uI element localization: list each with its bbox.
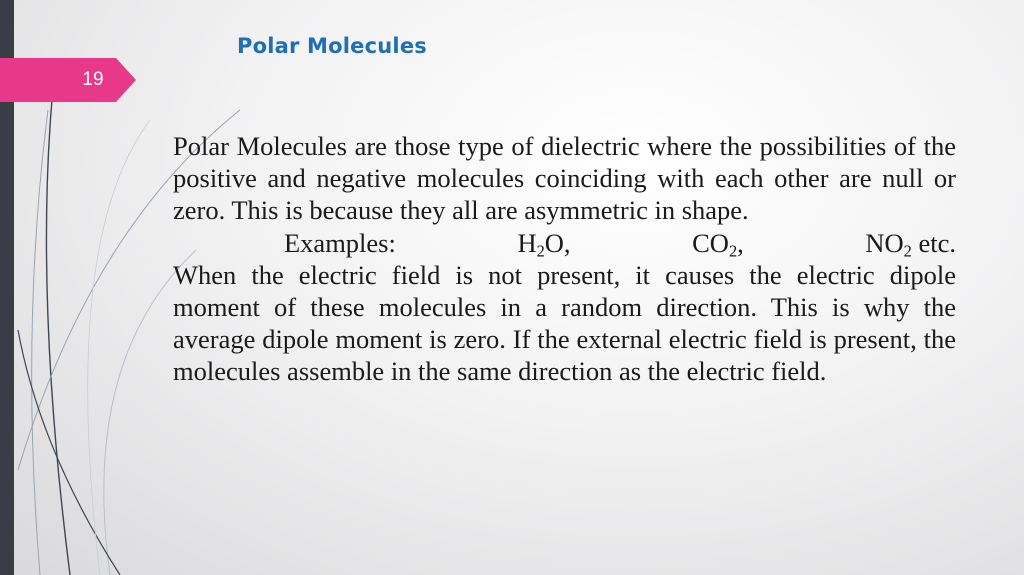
- examples-label: Examples:: [284, 227, 396, 258]
- slide-body: [173, 130, 956, 388]
- paragraph-explanation: When the electric field is not present, it causes the electric dipole moment of these molecules in a random direction. This is why the average dipole moment is zero. If the external electric field is present, the molecules assemble in the same direction as the electric field.: [173, 259, 956, 387]
- examples-line: [173, 227, 956, 259]
- example-co2: $CO_2$,: [692, 227, 744, 261]
- slide-number: 19: [82, 69, 104, 90]
- slide-title: Polar Molecules: [237, 34, 427, 58]
- page-number-tab: [0, 58, 136, 102]
- paragraph-definition: Polar Molecules are those type of dielectric where the possibilities of the positive and negative molecules coinciding with each other are null or zero. This is because they all are asymmetric in shape.: [173, 131, 956, 226]
- example-h2o: $H_2O$,: [517, 227, 571, 261]
- example-no2: $NO_2$ etc.: [865, 227, 956, 261]
